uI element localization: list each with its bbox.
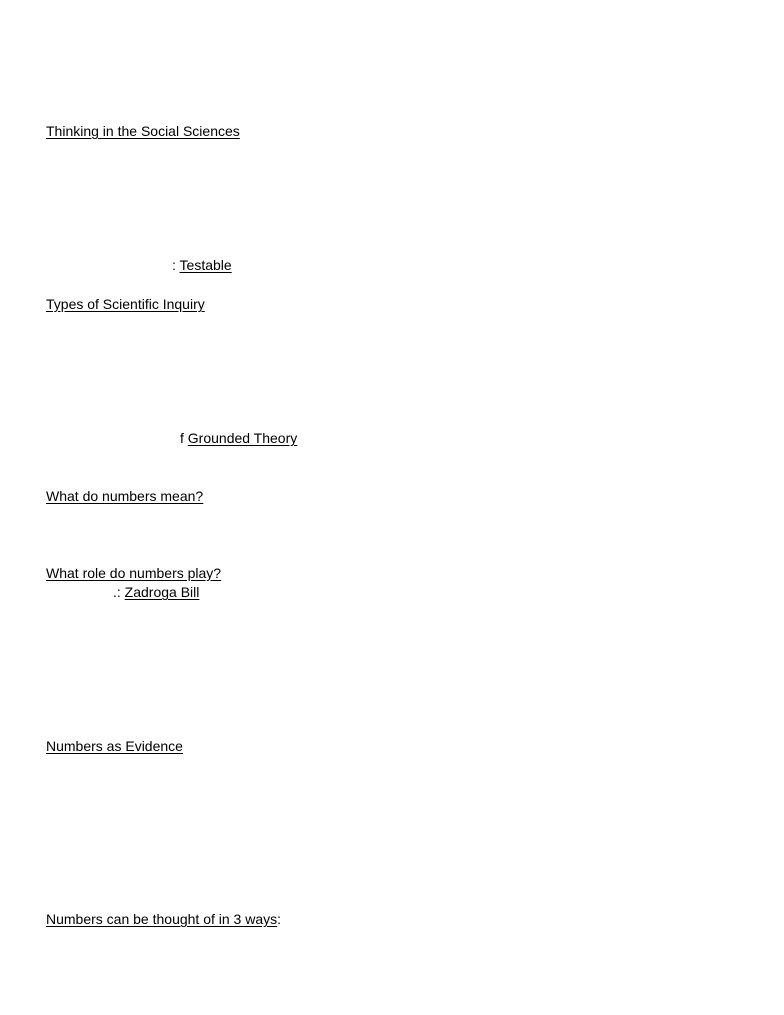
testable-line (172, 257, 232, 274)
grounded-theory-line (180, 430, 297, 447)
heading-numbers-role-text: What role do numbers play? (46, 565, 222, 581)
heading-evidence-text: Numbers as Evidence (46, 738, 183, 754)
heading-numbers-as-evidence (46, 738, 183, 755)
three-ways-colon: : (277, 911, 282, 927)
heading-types-text: Types of Scientific Inquiry (46, 296, 205, 312)
zadroga-prefix: .: (113, 584, 125, 600)
grounded-theory-term: Grounded Theory (187, 430, 298, 446)
testable-term: Testable (179, 257, 232, 273)
heading-what-role-numbers (46, 565, 221, 582)
zadroga-bill-line (113, 584, 199, 601)
heading-numbers-three-ways (46, 911, 281, 928)
heading-types-scientific-inquiry (46, 296, 205, 313)
testable-prefix: : (172, 257, 180, 273)
heading-three-ways-text: Numbers can be thought of in 3 ways (46, 911, 278, 927)
heading-thinking-text: Thinking in the Social Sciences (46, 123, 240, 139)
zadroga-bill-term: Zadroga Bill (124, 584, 200, 600)
heading-what-numbers-mean (46, 488, 203, 505)
heading-numbers-mean-text: What do numbers mean? (46, 488, 204, 504)
heading-thinking-social-sciences (46, 123, 240, 140)
grounded-prefix: f (180, 430, 188, 446)
